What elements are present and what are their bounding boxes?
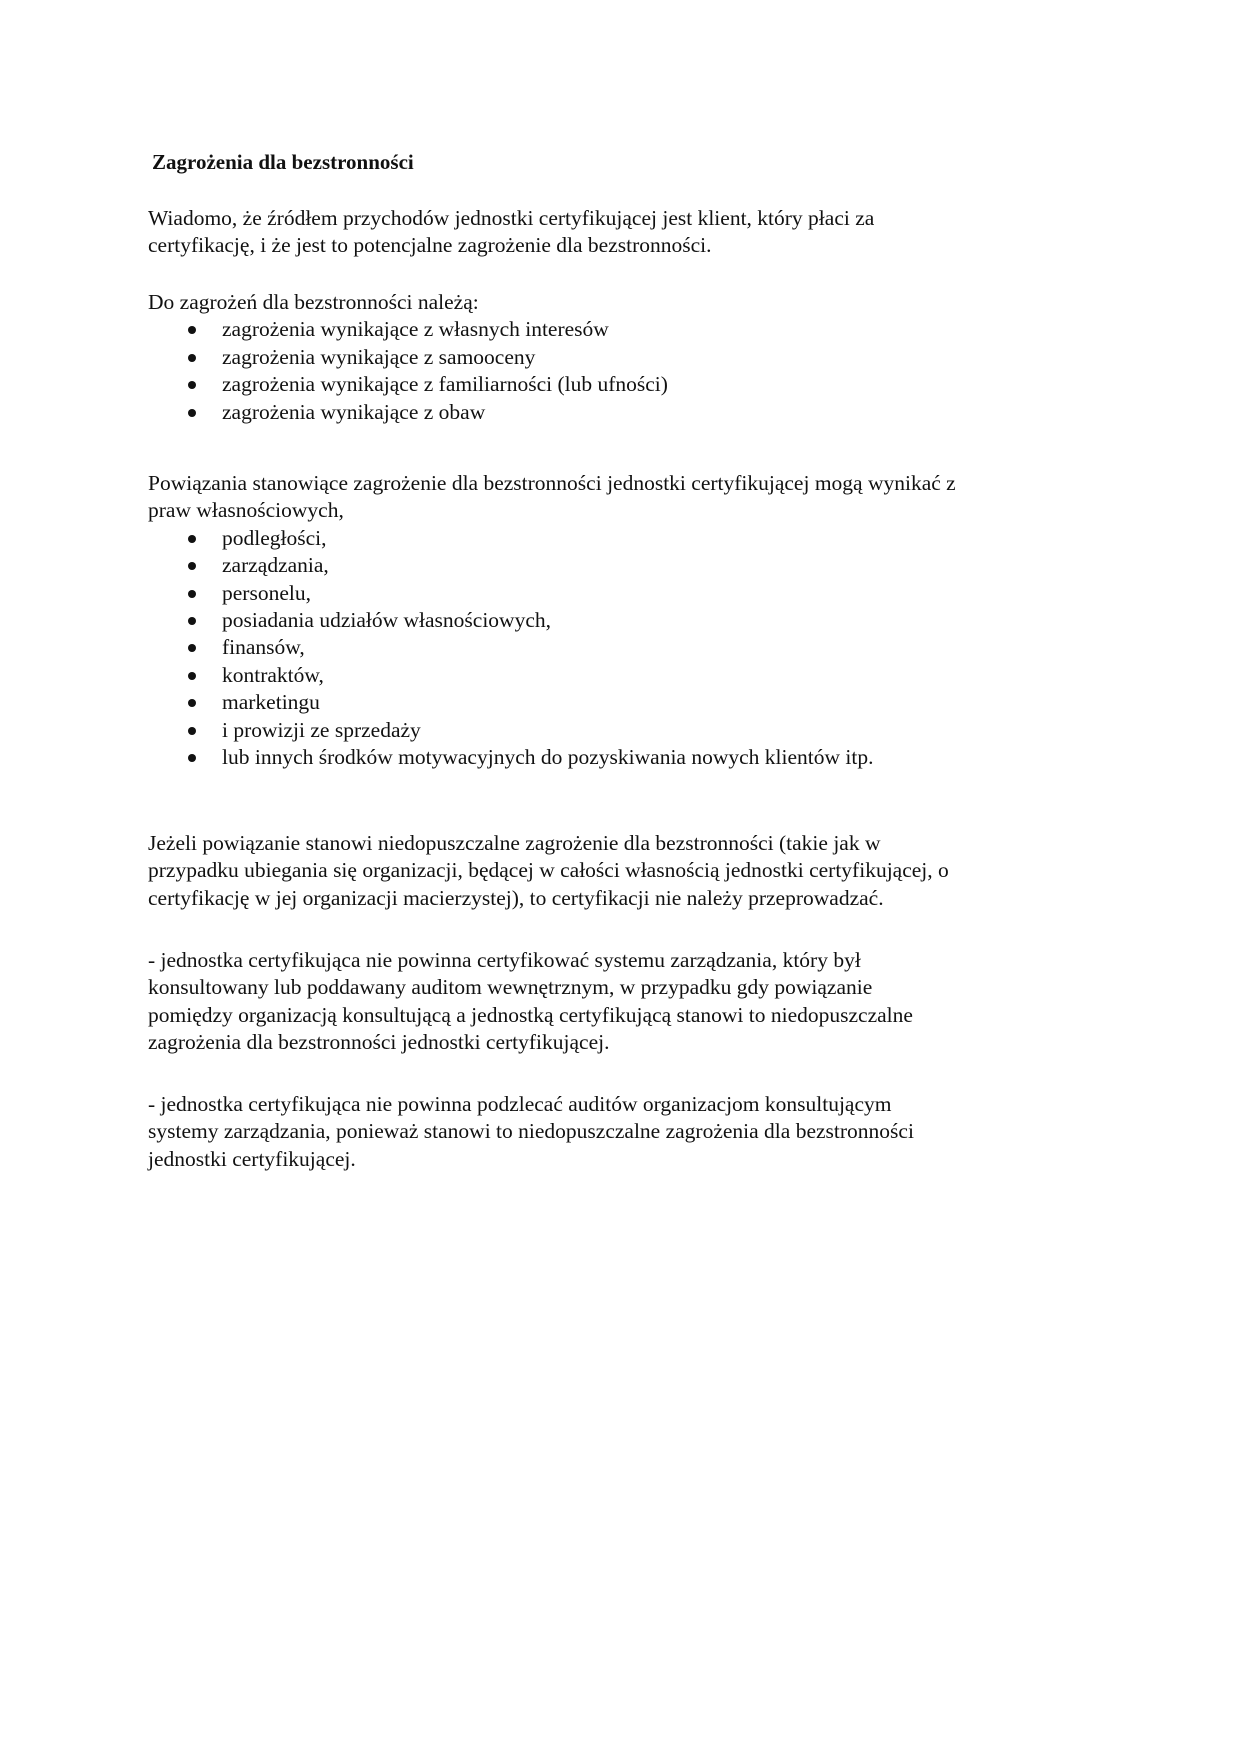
document-title: Zagrożenia dla bezstronności (152, 150, 414, 174)
intro-paragraph (148, 205, 1108, 260)
text-line: certyfikację w jej organizacji macierzystej), to certyfikacji nie należy przeprowadzać. (148, 885, 884, 910)
list-item-text: lub innych środków motywacyjnych do pozyskiwania nowych klientów itp. (222, 745, 874, 770)
bullet-icon (188, 644, 196, 652)
bullet-icon (188, 326, 196, 334)
list-item (148, 525, 1108, 552)
subcontract-paragraph (148, 1091, 1108, 1173)
list-item-text: zagrożenia wynikające z własnych interesów (222, 317, 609, 342)
list-item (148, 744, 1108, 771)
text-line: - jednostka certyfikująca nie powinna certyfikować systemu zarządzania, który był (148, 948, 861, 972)
list-item-text: zagrożenia wynikające z samooceny (222, 344, 536, 369)
unacceptable-paragraph (148, 830, 1108, 912)
bullet-icon (188, 699, 196, 707)
list-item-text: personelu, (222, 580, 311, 605)
list-item (148, 607, 1108, 634)
bullet-icon (188, 617, 196, 625)
list-item-text: posiadania udziałów własnościowych, (222, 608, 551, 633)
bullet-icon (188, 672, 196, 680)
list-item (148, 552, 1108, 579)
bullet-icon (188, 562, 196, 570)
list-item (148, 717, 1108, 744)
text-line: Powiązania stanowiące zagrożenie dla bezstronności jednostki certyfikującej mogą wynikać z (148, 471, 956, 495)
consulting-paragraph (148, 947, 1108, 1057)
list-item-text: zagrożenia wynikające z familiarności (lub ufności) (222, 372, 668, 397)
list-item-text: podległości, (222, 525, 327, 550)
text-line: konsultowany lub poddawany auditom wewnętrznym, w przypadku gdy powiązanie (148, 975, 873, 1000)
threats-list (148, 316, 1108, 426)
bullet-icon (188, 535, 196, 543)
list-item-text: i prowizji ze sprzedaży (222, 717, 421, 742)
list-item-text: zagrożenia wynikające z obaw (222, 399, 486, 424)
text-line: certyfikację, i że jest to potencjalne zagrożenie dla bezstronności. (148, 233, 712, 258)
list-item (148, 344, 1108, 371)
list-item-text: finansów, (222, 635, 305, 660)
list-item (148, 399, 1108, 426)
bullet-icon (188, 409, 196, 417)
text-line: przypadku ubiegania się organizacji, będącej w całości własnością jednostki certyfikującej, o (148, 858, 949, 883)
list-item-text: marketingu (222, 690, 320, 715)
list-item-text: zarządzania, (222, 553, 329, 578)
text-line: jednostki certyfikującej. (148, 1146, 356, 1171)
bullet-icon (188, 754, 196, 762)
bullet-icon (188, 727, 196, 735)
text-line: systemy zarządzania, ponieważ stanowi to niedopuszczalne zagrożenia dla bezstronności (148, 1119, 914, 1144)
list-item (148, 316, 1108, 343)
bullet-icon (188, 354, 196, 362)
text-line: Wiadomo, że źródłem przychodów jednostki certyfikującej jest klient, który płaci za (148, 206, 875, 230)
list-item (148, 371, 1108, 398)
threats-lead: Do zagrożeń dla bezstronności należą: (148, 290, 479, 314)
text-line: pomiędzy organizacją konsultującą a jednostką certyfikującą stanowi to niedopuszczalne (148, 1002, 913, 1027)
relations-list (148, 525, 1108, 772)
text-line: - jednostka certyfikująca nie powinna podzlecać auditów organizacjom konsultującym (148, 1092, 892, 1116)
bullet-icon (188, 590, 196, 598)
threats-section (148, 289, 1108, 426)
relations-section (148, 470, 1108, 771)
list-item (148, 662, 1108, 689)
text-line: Jeżeli powiązanie stanowi niedopuszczalne zagrożenie dla bezstronności (takie jak w (148, 831, 881, 855)
list-item (148, 689, 1108, 716)
text-line: praw własnościowych, (148, 498, 344, 523)
bullet-icon (188, 381, 196, 389)
list-item (148, 634, 1108, 661)
list-item (148, 580, 1108, 607)
list-item-text: kontraktów, (222, 662, 324, 687)
text-line: zagrożenia dla bezstronności jednostki certyfikującej. (148, 1030, 610, 1055)
